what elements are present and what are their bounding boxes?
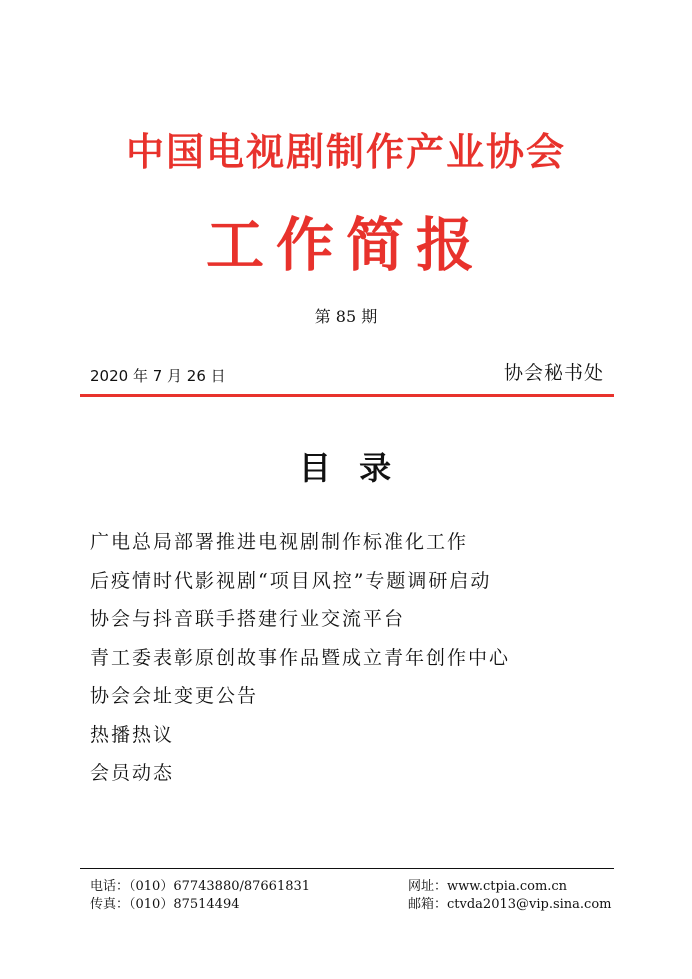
toc-item[interactable]: 会员动态 bbox=[90, 762, 175, 784]
issue-number: 第 85 期 bbox=[314, 307, 378, 326]
toc-title: 目 录 bbox=[298, 449, 394, 487]
footer-divider bbox=[80, 868, 614, 869]
table-of-contents bbox=[90, 523, 510, 793]
toc-item[interactable]: 后疫情时代影视剧“项目风控”专题调研启动 bbox=[90, 569, 492, 592]
footer-online bbox=[408, 878, 611, 914]
footer-fax: 传真：（010）87514494 bbox=[90, 897, 240, 912]
publication-date: 2020 年 7 月 26 日 bbox=[90, 367, 226, 385]
footer-phone: 电话：（010）67743880/87661831 bbox=[90, 879, 311, 894]
bulletin-title: 工作简报 bbox=[205, 211, 486, 279]
organization-name: 中国电视剧制作产业协会 bbox=[125, 129, 566, 174]
toc-item[interactable]: 青工委表彰原创故事作品暨成立青年创作中心 bbox=[90, 646, 511, 669]
footer-contact bbox=[90, 878, 310, 914]
toc-item[interactable]: 广电总局部署推进电视剧制作标准化工作 bbox=[90, 531, 469, 553]
footer-email[interactable]: 邮箱：ctvda2013@vip.sina.com bbox=[408, 897, 612, 912]
toc-item[interactable]: 协会与抖音联手搭建行业交流平台 bbox=[90, 608, 406, 630]
publisher: 协会秘书处 bbox=[503, 362, 604, 384]
header-divider bbox=[80, 394, 614, 397]
footer-website[interactable]: 网址：www.ctpia.com.cn bbox=[408, 879, 568, 894]
toc-item[interactable]: 热播热议 bbox=[90, 723, 175, 746]
toc-item[interactable]: 协会会址变更公告 bbox=[90, 685, 259, 707]
